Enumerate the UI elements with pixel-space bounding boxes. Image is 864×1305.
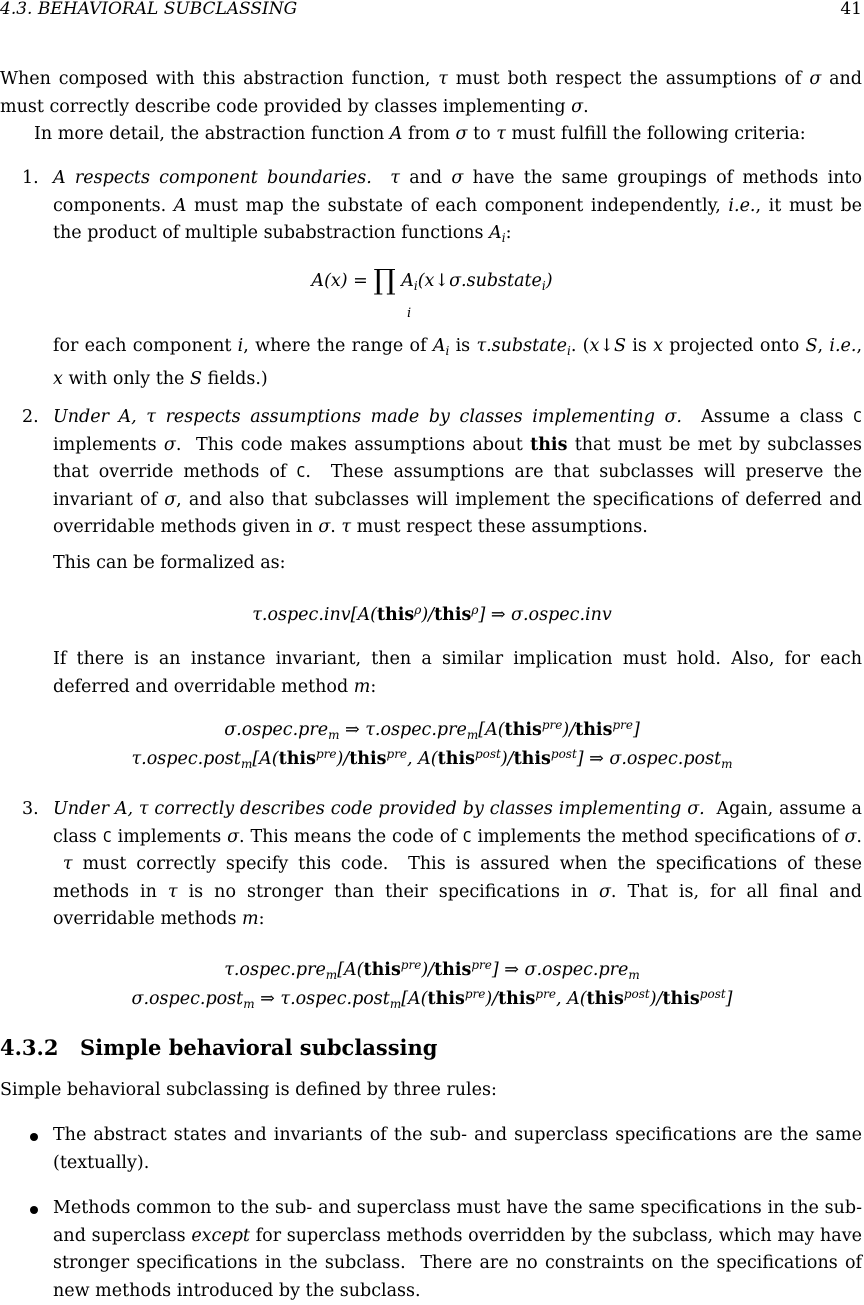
equation-post-3: σ.ospec.post$_m$ ⇒ τ.ospec.post$_m$[A(this$^{pre}$)/this$^{pre}$, A(this$^{post}$)/this$^{post}$]	[131, 987, 733, 1011]
bullet-text: The abstract states and invariants of the sub- and superclass specifications are the same (textually).	[53, 1125, 862, 1173]
criteria-intro: In more detail, the abstraction function A from σ to τ must fulfill the following criteria:	[34, 124, 806, 144]
item-number: 2.	[22, 407, 39, 427]
page-number: 41	[840, 0, 862, 19]
equation-pre-3: τ.ospec.pre$_m$[A(this$^{pre}$)/this$^{pre}$] ⇒ σ.ospec.pre$_m$	[224, 958, 640, 982]
criterion-2-text: Under A, τ respects assumptions made by classes implementing σ. Assume a class C implements σ. This code makes assumptions about this that must be met by subclasses that override methods of C. These assumptions are that subclasses will preserve the invariant of σ, and also that subclasses will implement the specifications of deferred and overridable methods given in σ. τ must respect these assumptions.	[53, 407, 863, 537]
equation-invariant: τ.ospec.inv[A(this$^\rho$)/this$^\rho$] ⇒ σ.ospec.inv	[252, 603, 612, 625]
header-section-title: 4.3. BEHAVIORAL SUBCLASSING	[0, 0, 298, 19]
section-number: 4.3.2	[0, 1035, 59, 1060]
criterion-3-text: Under A, τ correctly describes code provided by classes implementing σ. Again, assume a class C implements σ. This means the code of C implements the method specifications of σ. τ must correctly specify this code. This is assured when the specifications of these methods in τ is no stronger than their specifications in σ. That is, for all final and overridable methods m:	[53, 799, 862, 929]
bullet-dot	[30, 1206, 38, 1214]
equation-pre-2: σ.ospec.pre$_m$ ⇒ τ.ospec.pre$_m$[A(this$^{pre}$)/this$^{pre}$]	[224, 718, 640, 742]
running-header	[0, 0, 864, 24]
bullet-text: Methods common to the sub- and superclass must have the same specifications in the sub- and superclass except for superclass methods overridden by the subclass, which may have stronger specifications in the subclass. There are no constraints on the specifications of new methods introduced by the subclass.	[53, 1198, 862, 1301]
item-number: 3.	[22, 799, 39, 819]
section-intro: Simple behavioral subclassing is defined by three rules:	[0, 1080, 497, 1100]
page: 4.3. BEHAVIORAL SUBCLASSING 41 When composed with this abstraction function, τ must both respect the assumptions of σ and must correctly describe code provided by classes implementing σ. In more detail, the abstraction function A from σ to τ must fulfill the following criteria: 1. A respects component boundaries. τ and σ have the same groupings of methods into components. A must map the substate of each component independently, i.e., it must be the product of multiple subabstraction functions $A_i$: A(x) = ∏ $A_i(x↓\sigma.substate_i)$ i for each component i, where the range of $A_i$ is τ.substate$_i$. (x↓S is x projected onto S, i.e., x with only the S fields.) 2. Under A, τ respects assumptions made by classes implementing σ. Assume a class C implements σ. This code makes assumptions about this that must be met by subclasses that override methods of C. These assumptions are that subclasses will preserve the invariant of σ, and also that subclasses will implement the specifications of deferred and overridable methods given in σ. τ must respect these assumptions. This can be formalized as: τ.ospec.inv[A(this$^\rho$)/this$^\rho$] ⇒ σ.ospec.inv If there is an instance invariant, then a similar implication must hold. Also, for each deferred and overridable method m: σ.ospec.pre$_m$ ⇒ τ.ospec.pre$_m$[A(this$^{pre}$)/this$^{pre}$] τ.ospec.post$_m$[A(this$^{pre}$)/this$^{pre}$, A(this$^{post}$)/this$^{post}$] ⇒ σ.ospec.post$_m$ 3. Under A, τ correctly describes code provided by classes implementing σ. Again, assume a class C implements σ. This means the code of C implements the method specifications of σ. τ must correctly specify this code. This is assured when the specifications of these methods in τ is no stronger than their specifications in σ. That is, for all final and overridable methods m: τ.ospec.pre$_m$[A(this$^{pre}$)/this$^{pre}$] ⇒ σ.ospec.pre$_m$ σ.ospec.post$_m$ ⇒ τ.ospec.post$_m$[A(this$^{pre}$)/this$^{pre}$, A(this$^{post}$)/this$^{post}$] 4.3.2 Simple behavioral subclassing Simple behavioral subclassing is defined by three rules: The abstract states and invariants of the sub- and superclass specifications are the same (textually). Methods common to the sub- and superclass must have the same specifications in the sub- and superclass except for superclass methods overridden by the subclass, which may have stronger specifications in the subclass. There are no constraints on the specifications of new methods introduced by the subclass.	[0, 0, 864, 1300]
intro-paragraph: When composed with this abstraction function, τ must both respect the assumptions of σ and must correctly describe code provided by classes implementing σ.	[0, 69, 862, 117]
item-number: 1.	[22, 168, 39, 188]
equation-product: A(x) = ∏ $A_i(x↓\sigma.substate_i)$	[311, 263, 553, 296]
section-title: Simple behavioral subclassing	[80, 1035, 438, 1060]
product-index: i	[407, 306, 412, 321]
section-heading	[0, 1034, 437, 1062]
criterion-1-text: A respects component boundaries. τ and σ have the same groupings of methods into components. A must map the substate of each component independently, i.e., it must be the product of multiple subabstraction functions $A_i$:	[53, 168, 862, 245]
equation-post-2: τ.ospec.post$_m$[A(this$^{pre}$)/this$^{pre}$, A(this$^{post}$)/this$^{post}$] ⇒ σ.ospec.post$_m$	[131, 747, 733, 771]
bullet-dot	[30, 1133, 38, 1141]
